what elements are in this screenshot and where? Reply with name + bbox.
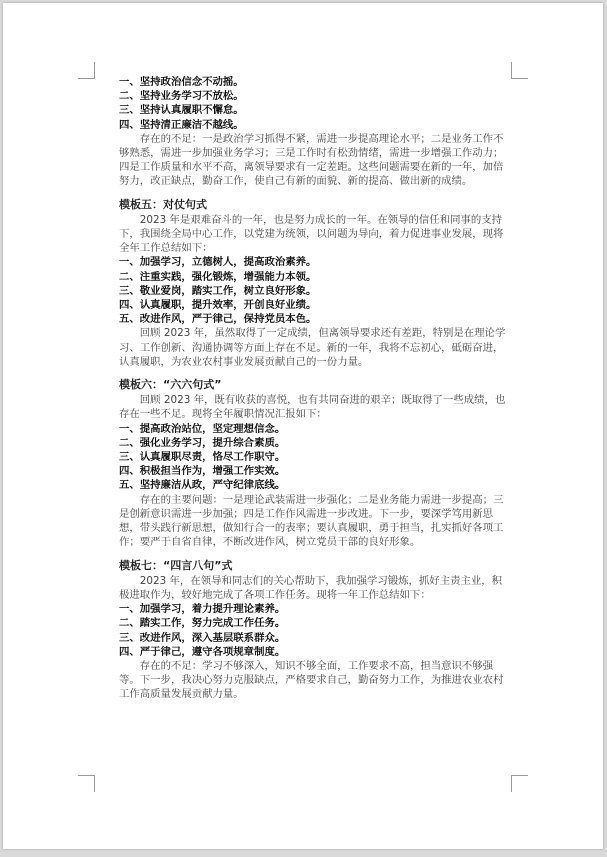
template5-intro: 2023 年是艰难奋斗的一年，也是努力成长的一年。在领导的信任和同事的支持下，我围绕全局中心工作，以党建为统领，以问题为导向，着力促进事业发展，现将全年工作总结如下： [119, 213, 504, 255]
template5-point: 五、改进作风，严于律己，保持党员本色。 [119, 313, 317, 326]
template5-point: 二、注重实践，强化锻炼，增强能力本领。 [119, 270, 317, 283]
document-body [119, 75, 511, 702]
intro-point: 一、坚持政治信念不动摇。 [119, 76, 244, 88]
template6-review: 存在的主要问题：一是理论武装需进一步强化；二是业务能力需进一步提高；三是创新意识需进一步加强；四是工作作风需进一步改进。下一步，要深学笃用新思想，带头践行新思想，做知行合一的表率；要认真履职，勇于担当，扎实抓好各项工作；要严于自省自律，不断改进作风，树立党员干部的良好形象。 [119, 493, 504, 549]
template6-point: 四、积极担当作为，增强工作实效。 [119, 465, 286, 478]
crop-mark-bottom-right [511, 775, 528, 792]
intro-point: 四、坚持清正廉洁不越线。 [119, 118, 244, 131]
template7-point: 二、踏实工作，努力完成工作任务。 [119, 617, 286, 630]
crop-mark-bottom-left [78, 775, 95, 792]
template7-title: 模板七：“四言八句”式 [119, 558, 233, 572]
crop-mark-top-left [78, 62, 95, 79]
template6-intro: 回顾 2023 年，既有收获的喜悦，也有共同奋进的艰辛；既取得了一些成绩，也存在一些不足。现将全年履职情况汇报如下： [119, 394, 506, 421]
intro-point: 二、坚持业务学习不放松。 [119, 90, 244, 103]
template5-point: 三、敬业爱岗，踏实工作，树立良好形象。 [119, 284, 317, 297]
intro-shortcomings: 存在的不足：一是政治学习抓得不紧，需进一步提高理论水平；二是业务工作不够熟悉，需进一步加强业务学习；三是工作时有松劲情绪，需进一步增强工作动力；四是工作质量和水平不高，离领导要求有一定差距。这些问题需要在新的一年，加倍努力，改正缺点，勤奋工作，使自己有新的面貌、新的提高、做出新的成绩。 [119, 132, 504, 188]
crop-mark-top-right [511, 62, 528, 79]
template7-review: 存在的不足：学习不够深入，知识不够全面，工作要求不高，担当意识不够强等。下一步，我决心努力克服缺点，严格要求自己，勤奋努力工作，为推进农业农村工作高质量发展贡献力量。 [119, 659, 504, 701]
template5-review: 回顾 2023 年，虽然取得了一定成绩，但离领导要求还有差距，特别是在理论学习、工作创新、沟通协调等方面上存在不足。新的一年，我将不忘初心，砥砺奋进，认真履职，为农业农村事业发展贡献自己的一份力量。 [119, 327, 506, 368]
template6-point: 五、坚持廉洁从政，严守纪律底线。 [119, 479, 286, 492]
template6-title: 模板六：“六六句式” [119, 378, 222, 392]
template6-point: 二、强化业务学习，提升综合素质。 [119, 436, 286, 449]
template5-point: 一、加强学习，立德树人，提高政治素养。 [119, 256, 317, 269]
template7-point: 一、加强学习，着力提升理论素养。 [119, 603, 286, 616]
template5-title: 模板五：对仗句式 [119, 197, 207, 211]
template7-point: 四、严于律己，遵守各项规章制度。 [119, 645, 286, 658]
document-page [3, 3, 603, 849]
template7-intro: 2023 年，在领导和同志们的关心帮助下，我加强学习锻炼，抓好主责主业，积极进取作为，较好地完成了各项工作任务。现将一年工作总结如下： [119, 574, 503, 601]
template6-point: 三、认真履职尽责，恪尽工作职守。 [119, 451, 286, 464]
template7-point: 三、改进作风，深入基层联系群众。 [119, 631, 286, 644]
template5-point: 四、认真履职，提升效率，开创良好业绩。 [119, 299, 317, 312]
template6-point: 一、提高政治站位，坚定理想信念。 [119, 422, 286, 435]
intro-point: 三、坚持认真履职不懈怠。 [119, 104, 244, 117]
